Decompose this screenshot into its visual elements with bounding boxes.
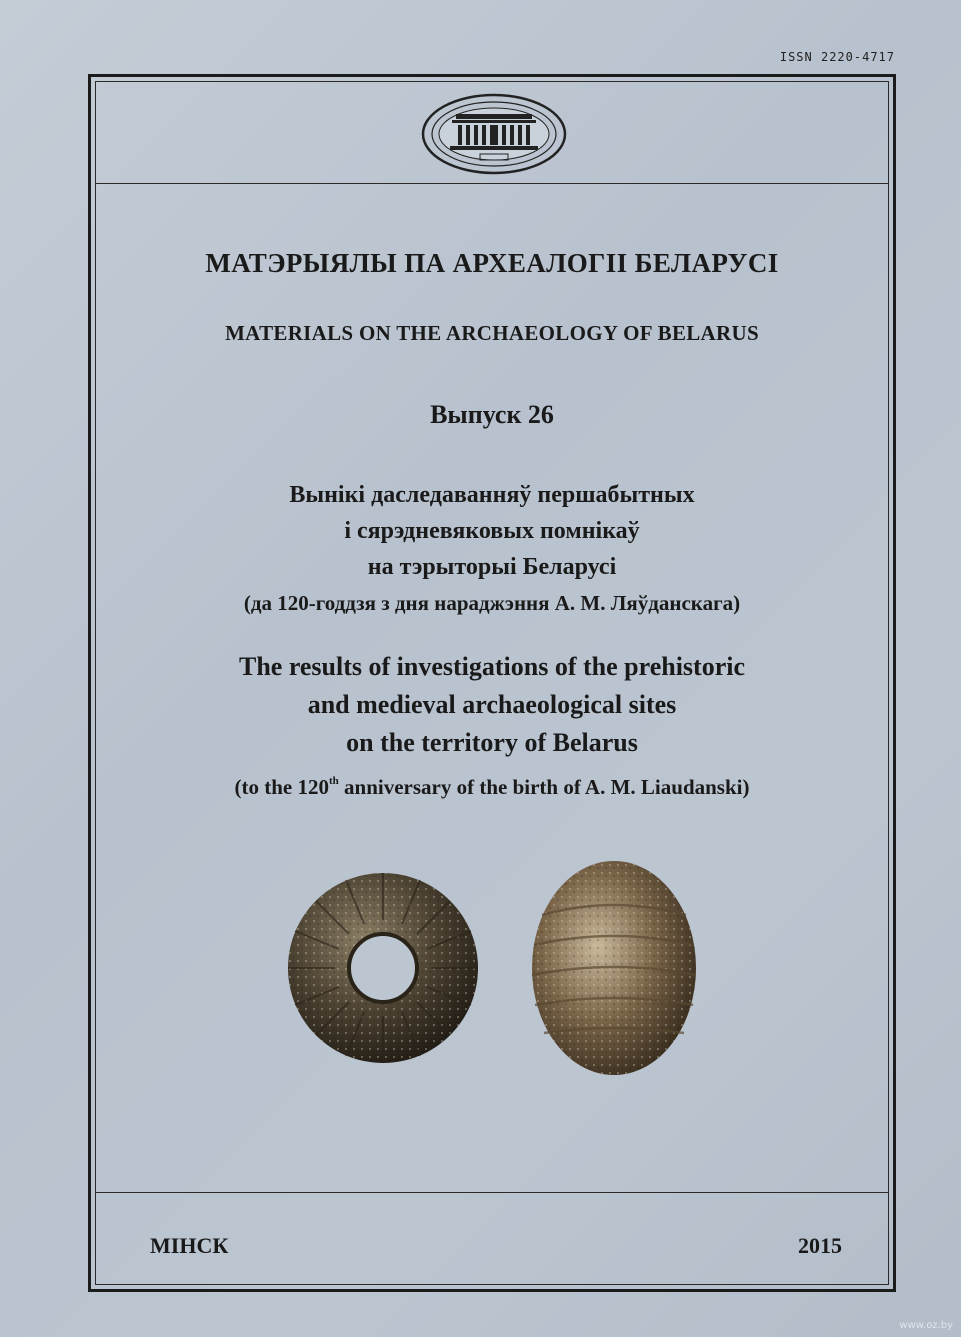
stone-bead-side-icon bbox=[532, 861, 696, 1075]
subtitle-english bbox=[95, 648, 889, 806]
ordinal-suffix: th bbox=[329, 775, 339, 787]
footer-divider bbox=[95, 1192, 889, 1193]
journal-title-belarusian: МАТЭРЫЯЛЫ ПА АРХЕАЛОГІІ БЕЛАРУСІ bbox=[205, 248, 779, 278]
subtitle-be-line-4: (да 120-годдзя з дня нараджэння А. М. Ляўданскага) bbox=[243, 591, 741, 615]
publication-year: 2015 bbox=[798, 1233, 842, 1258]
subtitle-be-line-1: Вынікі даследаванняў першабытных bbox=[289, 482, 695, 508]
subtitle-belarusian bbox=[95, 477, 889, 621]
header-divider bbox=[95, 183, 889, 184]
subtitle-en-line-4 bbox=[95, 762, 889, 806]
watermark: www.oz.by bbox=[899, 1320, 953, 1331]
publication-city: МІНСК bbox=[150, 1233, 229, 1258]
subtitle-en-line-1: The results of investigations of the prehistoric bbox=[238, 652, 746, 681]
subtitle-en-line-3: on the territory of Belarus bbox=[346, 728, 638, 757]
artifact-photo bbox=[280, 855, 700, 1095]
issue-number: Выпуск 26 bbox=[430, 400, 554, 429]
subtitle-be-line-3: на тэрыторыі Беларусі bbox=[367, 554, 617, 580]
issn-label: ISSN 2220-4717 bbox=[779, 50, 895, 64]
journal-title-english: MATERIALS ON THE ARCHAEOLOGY OF BELARUS bbox=[225, 321, 759, 345]
subtitle-be-line-2: і сярэдневяковых помнікаў bbox=[344, 518, 640, 544]
academy-emblem-icon bbox=[420, 92, 568, 176]
subtitle-en-line-2: and medieval archaeological sites bbox=[307, 690, 677, 719]
subtitle-en-line-4-end: anniversary of the birth of A. M. Liaudanski) bbox=[338, 775, 750, 799]
subtitle-en-line-4-start: (to the 120 bbox=[234, 775, 329, 799]
stone-bead-ring-icon bbox=[288, 873, 478, 1063]
